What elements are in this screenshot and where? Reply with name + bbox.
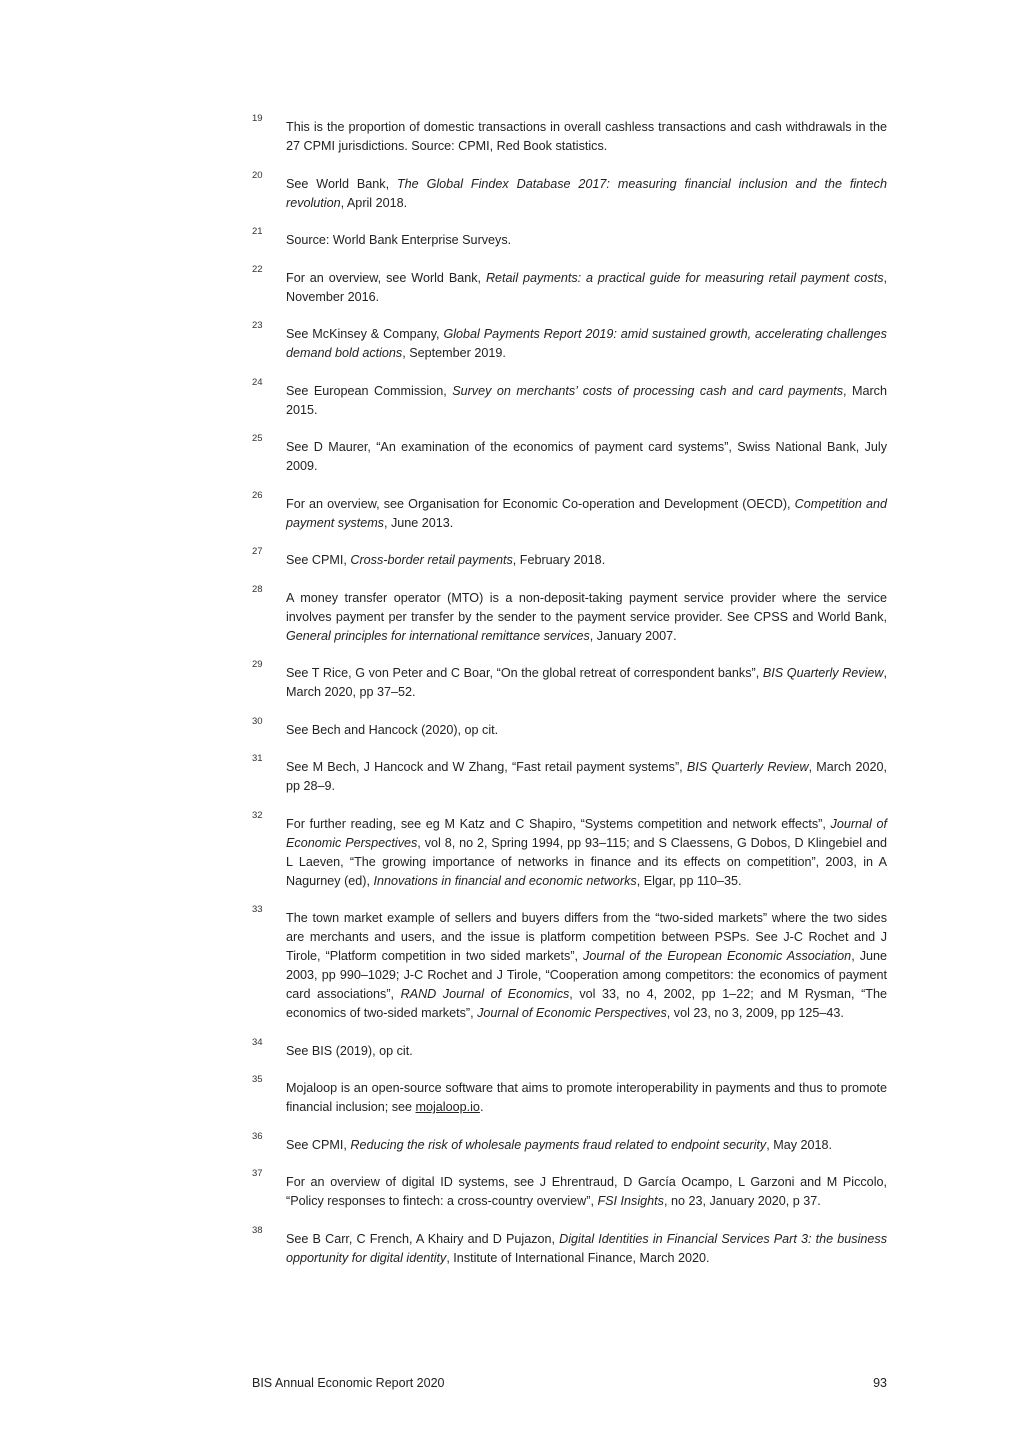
footnote-italic-title: BIS Quarterly Review — [762, 666, 884, 680]
footnote-number: 20 — [252, 169, 263, 181]
footnote-italic-title: RAND Journal of Economics — [400, 987, 570, 1001]
footnote-text-segment: Mojaloop is an open-source software that aims to promote interoperability in payments and thus to promote financial inclusion; see — [286, 1081, 887, 1114]
footnote-italic-title: Innovations in financial and economic networks — [373, 873, 637, 888]
footnote — [252, 1130, 887, 1155]
footnote-number: 27 — [252, 546, 263, 557]
footnote-text-segment: A money transfer operator (MTO) is a non-deposit-taking payment service provider where the service involves payment per transfer by the sender to the payment service provider. See CPSS and World Bank, — [286, 590, 887, 624]
footnote-text-segment: , no 23, January 2020, p 37. — [663, 1194, 821, 1208]
footnote — [252, 1224, 888, 1268]
footnote — [252, 489, 887, 533]
footnote-text — [286, 175, 887, 213]
footnote-text-segment: See European Commission, — [286, 383, 453, 398]
footnote-number: 28 — [252, 583, 263, 595]
footnote-text-segment: , November 2016. — [286, 270, 887, 304]
footnote-number: 32 — [252, 809, 263, 821]
footnote — [252, 1168, 887, 1211]
footnote-italic-title: The Global Findex Database 2017: measuring financial inclusion and the fintech revolution — [286, 176, 887, 210]
footnote-text — [286, 495, 887, 533]
footnote-text — [286, 664, 887, 702]
footnote-text — [286, 758, 887, 796]
footnote — [252, 169, 887, 213]
footnote-text-segment: , February 2018. — [512, 553, 606, 567]
footnote-text — [286, 269, 887, 307]
footnote-text — [286, 1042, 887, 1061]
footnote-italic-title: Reducing the risk of wholesale payments fraud related to endpoint security — [350, 1137, 767, 1152]
footnote — [252, 715, 887, 740]
footnote-text-segment: See McKinsey & Company, — [286, 327, 444, 341]
footnote-text-segment: , vol 8, no 2, Spring 1994, pp 93–115; and S Claessens, G Dobos, D Klingebiel and L Laeven, “The growing importance of networks in finance and its effects on competition”, 2003, in A Nagurney (ed), — [286, 835, 887, 888]
footnote-number: 23 — [252, 320, 263, 331]
footnote-number: 34 — [252, 1036, 263, 1048]
footnote-text-segment: For an overview, see World Bank, — [286, 270, 486, 285]
footnote-number: 24 — [252, 376, 263, 388]
footnote-text-segment: , March 2020, pp 28–9. — [286, 760, 887, 793]
footnote-text-segment: , March 2015. — [286, 383, 887, 417]
footnote-number: 30 — [252, 715, 263, 727]
footnote-text-segment: , April 2018. — [340, 195, 408, 210]
footnote-number: 19 — [252, 113, 263, 124]
page-footer — [252, 1374, 887, 1392]
footnotes-list — [252, 113, 888, 1286]
footnote-text — [286, 1230, 887, 1268]
footnote-text — [286, 589, 887, 646]
footnote — [252, 809, 887, 891]
footnote-text-segment: . — [479, 1100, 484, 1114]
footer-report-title: BIS Annual Economic Report 2020 — [252, 1376, 445, 1390]
footnote — [252, 583, 887, 646]
footnote-link[interactable]: mojaloop.io — [415, 1100, 480, 1114]
footnote-text-segment: , May 2018. — [766, 1137, 833, 1152]
footnote — [252, 659, 887, 702]
footnote-number: 25 — [252, 433, 263, 444]
footnote-text-segment: , Elgar, pp 110–35. — [636, 873, 742, 888]
footnote-text-segment: See B Carr, C French, A Khairy and D Pujazon, — [286, 1231, 560, 1246]
footnote-text — [286, 721, 887, 740]
footnote-number: 35 — [252, 1074, 263, 1085]
footnote-italic-title: Retail payments: a practical guide for measuring retail payment costs — [485, 270, 884, 285]
footnote-text — [286, 551, 887, 570]
footnote-italic-title: Cross-border retail payments — [350, 553, 513, 567]
footnote — [252, 263, 887, 307]
footnote-text-segment: See M Bech, J Hancock and W Zhang, “Fast retail payment systems”, — [286, 760, 687, 774]
footnote-text — [286, 382, 887, 420]
footnote-text-segment: This is the proportion of domestic transactions in overall cashless transactions and cash withdrawals in the 27 CPMI jurisdictions. Source: CPMI, Red Book statistics. — [286, 120, 887, 153]
footnote-text-segment: , January 2007. — [589, 628, 677, 643]
footnote-text — [286, 325, 887, 363]
footnote — [252, 113, 887, 156]
footnote-italic-title: Competition and payment systems — [286, 496, 887, 530]
footnote-text-segment: , vol 23, no 3, 2009, pp 125–43. — [666, 1006, 844, 1020]
footnote-text-segment: See CPMI, — [286, 1137, 351, 1152]
footnote — [252, 376, 887, 420]
footnote-italic-title: Digital Identities in Financial Services Part 3: the business opportunity for digital identity — [286, 1231, 888, 1265]
footnote-text — [286, 231, 887, 250]
footnote-text-segment: See BIS (2019), op cit. — [286, 1043, 413, 1058]
footnote-text-segment: Source: World Bank Enterprise Surveys. — [286, 233, 512, 247]
footnote-text-segment: , vol 33, no 4, 2002, pp 1–22; and M Rysman, “The economics of two-sided markets”, — [286, 987, 887, 1020]
footnote-italic-title: Global Payments Report 2019: amid sustained growth, accelerating challenges demand bold actions — [286, 327, 887, 360]
footnote-number: 38 — [252, 1224, 263, 1236]
footnote-text-segment: For an overview of digital ID systems, see J Ehrentraud, D García Ocampo, L Garzoni and M Piccolo, “Policy responses to fintech: a cross-country overview”, — [286, 1175, 887, 1208]
footnote-number: 31 — [252, 753, 263, 764]
footnote-number: 22 — [252, 263, 263, 275]
footnote-italic-title: BIS Quarterly Review — [686, 760, 809, 774]
footnote-number: 33 — [252, 904, 263, 915]
footnote-text-segment: For an overview, see Organisation for Economic Co-operation and Development (OECD), — [286, 496, 795, 511]
footnote — [252, 904, 888, 1023]
footnote — [252, 320, 887, 363]
footnote-italic-title: Journal of Economic Perspectives — [477, 1006, 667, 1020]
footnote-text-segment: For further reading, see eg M Katz and C Shapiro, “Systems competition and network effects”, — [286, 816, 831, 831]
footnote-number: 29 — [252, 659, 263, 670]
footnote — [252, 1036, 887, 1061]
footnote-italic-title: Journal of Economic Perspectives — [286, 816, 887, 850]
footnote-number: 37 — [252, 1168, 263, 1179]
footnote-text — [286, 438, 887, 476]
footnote-text-segment: See T Rice, G von Peter and C Boar, “On the global retreat of correspondent banks”, — [286, 666, 763, 680]
footnote-number: 26 — [252, 489, 263, 501]
footnote-text-segment: The town market example of sellers and buyers differs from the “two-sided markets” where the two sides are merchants and users, and the issue is platform competition between PSPs. See J-C Rochet and J Tirole, “Platform competition in two sided markets”, — [286, 911, 887, 963]
footnote-text-segment: , Institute of International Finance, March 2020. — [446, 1250, 710, 1265]
footnote-text — [286, 909, 887, 1023]
footnote-text-segment: , September 2019. — [402, 346, 506, 360]
footnote-italic-title: Survey on merchants’ costs of processing cash and card payments — [452, 383, 844, 398]
footnote — [252, 433, 887, 476]
footnote-text — [286, 1079, 887, 1117]
footnote-number: 21 — [252, 226, 263, 237]
footnote — [252, 226, 887, 250]
footer-page-number: 93 — [873, 1376, 887, 1390]
footnote-italic-title: General principles for international remittance services — [286, 628, 590, 643]
footnote-text-segment: , March 2020, pp 37–52. — [286, 666, 887, 699]
footnote-text-segment: See Bech and Hancock (2020), op cit. — [286, 722, 499, 737]
footnote — [252, 1074, 887, 1117]
footnote-text — [286, 118, 887, 156]
footnote-italic-title: FSI Insights — [597, 1194, 664, 1208]
footnote-text — [286, 815, 887, 891]
footnote — [252, 546, 887, 570]
footnote-text-segment: See World Bank, — [286, 176, 397, 191]
footnote-text-segment: , June 2003, pp 990–1029; J-C Rochet and J Tirole, “Cooperation among competitors: the economics of payment card associations”, — [286, 949, 888, 1001]
footnote-text-segment: See CPMI, — [286, 553, 351, 567]
footnote-text — [286, 1136, 887, 1155]
footnote-text — [286, 1173, 887, 1211]
footnote — [252, 753, 887, 796]
footnote-text-segment: , June 2013. — [383, 515, 454, 530]
footnote-text-segment: See D Maurer, “An examination of the economics of payment card systems”, Swiss National Bank, July 2009. — [286, 440, 887, 473]
footnote-number: 36 — [252, 1130, 263, 1142]
footnote-italic-title: Journal of the European Economic Association — [583, 949, 852, 963]
